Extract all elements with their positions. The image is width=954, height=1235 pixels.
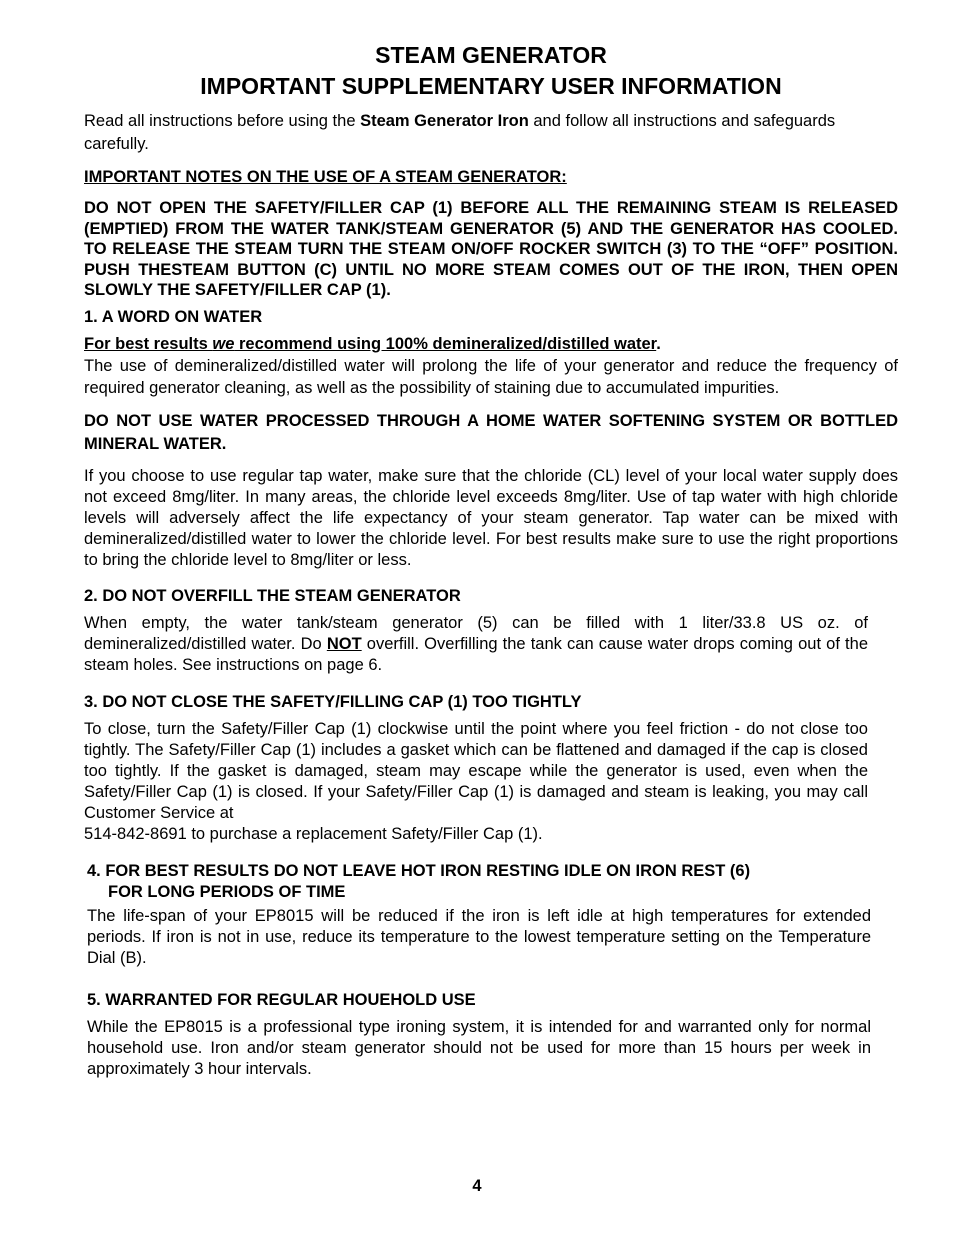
water-paragraph-1: The use of demineralized/distilled water will prolong the life of your generator and reduce the frequency of required generator cleaning, as well as the possibility of staining due to accumulated impurities. (84, 356, 898, 397)
section-4-heading-line-1: 4. FOR BEST RESULTS DO NOT LEAVE HOT IRON RESTING IDLE ON IRON REST (6) (87, 861, 751, 880)
title-line-1: STEAM GENERATOR (375, 42, 607, 68)
best-results-post: recommend using 100% demineralized/distilled water (234, 334, 657, 353)
page-title (84, 40, 898, 102)
cap-phone-line: 514-842-8691 to purchase a replacement Safety/Filler Cap (1). (84, 824, 543, 843)
open-cap-warning: DO NOT OPEN THE SAFETY/FILLER CAP (1) BEFORE ALL THE REMAINING STEAM IS RELEASED (EMPTIED) FROM THE WATER TANK/STEAM GENERATOR (5) AND THE GENERATOR HAS COOLED. TO RELEASE THE STEAM TURN THE STEAM ON/OFF ROCKER SWITCH (3) TO THE “OFF” POSITION. PUSH THESTEAM BUTTON (C) UNTIL NO MORE STEAM COMES OUT OF THE IRON, THEN OPEN SLOWLY THE SAFETY/FILLER CAP (1). (84, 199, 898, 299)
section-1-heading: 1. A WORD ON WATER (84, 307, 263, 326)
section-2-heading: 2. DO NOT OVERFILL THE STEAM GENERATOR (84, 586, 461, 605)
overfill-pre: When empty, the water tank/steam generator (5) can be filled with 1 liter/33.8 US oz. of demineralized/distilled water. Do (84, 613, 868, 653)
overfill-paragraph (84, 613, 868, 676)
intro-product-name: Steam Generator Iron (360, 112, 529, 130)
water-paragraph-2: If you choose to use regular tap water, make sure that the chloride (CL) level of your local water supply does not exceed 8mg/liter. In many areas, the chloride level exceeds 8mg/liter. Use of tap water with high chloride levels will adversely affect the life expectancy of your steam generator. Tap water can be mixed with demineralized/distilled water to lower the chloride level. For best results make sure to use the right proportions to bring the chloride level to 8mg/liter or less. (84, 466, 898, 569)
best-results-period: . (656, 334, 661, 353)
best-results-pre: For best results (84, 334, 213, 353)
title-line-2: IMPORTANT SUPPLEMENTARY USER INFORMATION (200, 73, 782, 99)
section-3-heading: 3. DO NOT CLOSE THE SAFETY/FILLING CAP (1) TOO TIGHTLY (84, 692, 582, 711)
warranty-paragraph: While the EP8015 is a professional type ironing system, it is intended for and warranted only for normal household use. Iron and/or steam generator should not be used for more than 15 hours per week in approximately 3 hour intervals. (87, 1017, 871, 1078)
intro-paragraph (84, 110, 898, 156)
overfill-not: NOT (326, 634, 362, 653)
intro-pre: Read all instructions before using the (84, 112, 361, 130)
softening-warning: DO NOT USE WATER PROCESSED THROUGH A HOME WATER SOFTENING SYSTEM OR BOTTLED MINERAL WATER. (84, 411, 898, 453)
cap-paragraph (84, 719, 868, 824)
document-page (84, 40, 898, 1080)
idle-iron-paragraph: The life-span of your EP8015 will be reduced if the iron is left idle at high temperatures for extended periods. If iron is not in use, reduce its temperature to the lowest temperature setting on the Temperature Dial (B). (87, 906, 871, 967)
section-4 (87, 861, 871, 1080)
cap-paragraph-text: To close, turn the Safety/Filler Cap (1) clockwise until the point where you feel friction - do not close too tightly. The Safety/Filler Cap (1) includes a gasket which can be flattened and damaged if the cap is closed too tightly. If the gasket is damaged, steam may escape while the generator is used, even when the Safety/Filler Cap (1) is closed. If your Safety/Filler Cap (1) is damaged and steam is leaking, you may call Customer Service at (84, 719, 868, 822)
section-5-heading: 5. WARRANTED FOR REGULAR HOUEHOLD USE (87, 990, 476, 1009)
page-number: 4 (472, 1177, 482, 1195)
notes-heading: IMPORTANT NOTES ON THE USE OF A STEAM GENERATOR: (84, 168, 567, 186)
best-results-em: we (212, 334, 235, 353)
section-4-heading-line-2: FOR LONG PERIODS OF TIME (108, 882, 346, 901)
overfill-post: overfill. Overfilling the tank can cause water drops coming out of the steam holes. See instructions on page 6. (84, 634, 868, 674)
intro-post: and follow all instructions and safeguards carefully. (84, 112, 836, 153)
best-results-line (84, 334, 898, 355)
